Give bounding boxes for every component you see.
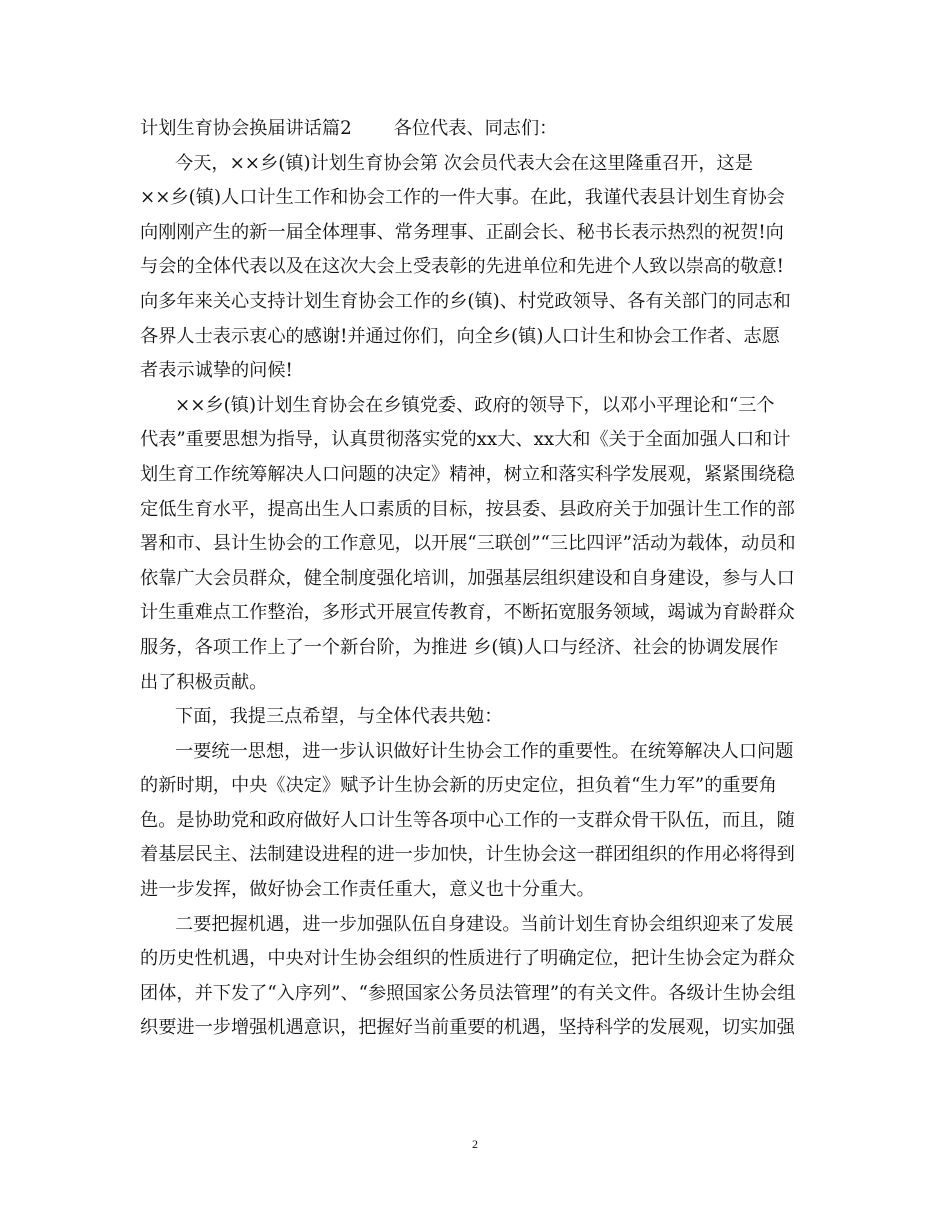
paragraph-line: ××乡(镇)人口计生工作和协会工作的一件大事。在此，我谨代表县计划生育协会 <box>140 187 785 209</box>
paragraph-line: 团体，并下发了“入序列”、“参照国家公务员法管理”的有关文件。各级计生协会组 <box>140 982 796 1004</box>
paragraph-line: 划生育工作统筹解决人口问题的决定》精神，树立和落实科学发展观，紧紧围绕稳 <box>140 463 795 485</box>
paragraph-line: 与会的全体代表以及在这次大会上受表彰的先进单位和先进个人致以崇高的敬意! <box>140 256 784 278</box>
paragraph-line: 今天，××乡(镇)计划生育协会第 次会员代表大会在这里隆重召开，这是 <box>175 152 753 174</box>
paragraph-line: 向刚刚产生的新一届全体理事、常务理事、正副会长、秘书长表示热烈的祝贺!向 <box>140 221 784 243</box>
paragraph-line: 计生重难点工作整治，多形式开展宣传教育，不断拓宽服务领域，竭诚为育龄群众 <box>140 602 795 624</box>
page-number: 2 <box>472 1137 478 1151</box>
paragraph-5 <box>140 908 812 1046</box>
paragraph-line: 下面，我提三点希望，与全体代表共勉： <box>175 706 503 728</box>
paragraph-line: 进一步发挥，做好协会工作责任重大，意义也十分重大。 <box>140 879 595 901</box>
paragraph-line: 的历史性机遇，中央对计生协会组织的性质进行了明确定位，把计生协会定为群众 <box>140 948 795 970</box>
paragraph-2 <box>140 389 812 700</box>
paragraph-line: 出了积极贡献。 <box>140 671 268 693</box>
paragraph-line: 者表示诚挚的问候! <box>140 360 293 382</box>
paragraph-line: 色。是协助党和政府做好人口计生等各项中心工作的一支群众骨干队伍，而且，随 <box>140 809 795 831</box>
paragraph-line: 的新时期，中央《决定》赋予计生协会新的历史定位，担负着“生力军”的重要角 <box>140 775 777 797</box>
paragraph-line: 依靠广大会员群众，健全制度强化培训，加强基层组织建设和自身建设，参与人口 <box>140 567 795 589</box>
paragraph-line: 织要进一步增强机遇意识，把握好当前重要的机遇，坚持科学的发展观，切实加强 <box>140 1017 795 1039</box>
paragraph-3 <box>140 700 812 735</box>
document-page <box>140 112 812 1046</box>
paragraph-line: 各界人士表示衷心的感谢!并通过你们，向全乡(镇)人口计生和协会工作者、志愿 <box>140 325 780 347</box>
paragraph-line: 署和市、县计生协会的工作意见，以开展“三联创”“三比四评”活动为载体，动员和 <box>140 533 796 555</box>
document-title: 计划生育协会换届讲话篇2 <box>140 118 352 139</box>
paragraph-line: 一要统一思想，进一步认识做好计生协会工作的重要性。在统筹解决人口问题 <box>175 740 794 762</box>
document-header-line <box>140 112 812 147</box>
document-salutation: 各位代表、同志们： <box>393 118 558 139</box>
paragraph-line: ××乡(镇)计划生育协会在乡镇党委、政府的领导下，以邓小平理论和“三个 <box>175 394 775 416</box>
paragraph-line: 着基层民主、法制建设进程的进一步加快，计生协会这一群团组织的作用必将得到 <box>140 844 795 866</box>
paragraph-line: 向多年来关心支持计划生育协会工作的乡(镇)、村党政领导、各有关部门的同志和 <box>140 290 791 312</box>
paragraph-line: 服务，各项工作上了一个新台阶，为推进 乡(镇)人口与经济、社会的协调发展作 <box>140 636 779 658</box>
paragraph-4 <box>140 735 812 908</box>
paragraph-line: 代表”重要思想为指导，认真贯彻落实党的xx大、xx大和《关于全面加强人口和计 <box>140 429 791 451</box>
paragraph-line: 定低生育水平，提高出生人口素质的目标，按县委、县政府关于加强计生工作的部 <box>140 498 795 520</box>
paragraph-1 <box>140 147 812 389</box>
paragraph-line: 二要把握机遇，进一步加强队伍自身建设。当前计划生育协会组织迎来了发展 <box>175 913 794 935</box>
